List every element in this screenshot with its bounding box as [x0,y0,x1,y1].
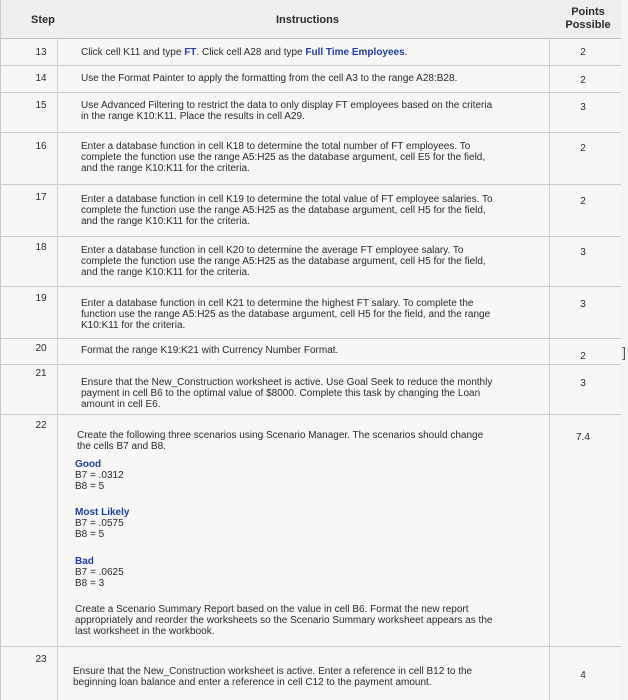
page-edge-mark: ] [622,344,626,360]
text-code: Full Time Employees [305,47,405,58]
instruction-text [81,377,541,410]
scenario-name: Good [75,459,102,470]
text-line: K10:K11 for the criteria. [81,320,186,331]
points-value: 3 [580,299,586,310]
text-line: Create the following three scenarios using Scenario Manager. The scenarios should change [77,430,484,441]
text-line: appropriately and reorder the worksheets so the Scenario Summary worksheet appears as the [75,615,493,626]
text-line: Ensure that the New_Construction worksheet is active. Use Goal Seek to reduce the monthly [81,377,493,388]
scenario-value: B7 = .0312 [75,470,124,481]
scenario-bad [75,556,124,589]
instruction-text [81,245,541,278]
text-line: and the range K10:K11 for the criteria. [81,267,250,278]
scenario-value: B7 = .0575 [75,518,124,529]
points-value: 3 [580,102,586,113]
instruction-text [81,194,541,227]
text-line: Create a Scenario Summary Report based on the value in cell B6. Format the new report [75,604,469,615]
points-value: 7.4 [576,432,590,443]
points-value: 2 [580,351,586,362]
text-line: and the range K10:K11 for the criteria. [81,163,250,174]
table-row [1,414,621,647]
text-line: beginning loan balance and enter a reference in cell C12 to the payment amount. [73,677,432,688]
instruction-text [81,141,541,174]
text-line: and the range K10:K11 for the criteria. [81,216,250,227]
text-line: Enter a database function in cell K21 to determine the highest FT salary. To complete the [81,298,474,309]
table-row [1,38,621,66]
points-value: 2 [580,143,586,154]
instruction-text: Use the Format Painter to apply the formatting from the cell A3 to the range A28:B28. [81,73,458,84]
text-line: the cells B7 and B8. [77,441,166,452]
header-points-line2: Possible [565,19,611,31]
table-row [1,92,621,133]
points-value: 3 [580,378,586,389]
instruction-text [77,430,537,452]
step-number: 19 [35,293,47,304]
step-number: 21 [35,368,47,379]
table-row [1,364,621,415]
header-points-line1: Points [571,6,605,18]
table-row [1,236,621,287]
text-line: complete the function use the range A5:H25 as the database argument, cell H5 for the field, [81,205,486,216]
points-value: 3 [580,247,586,258]
instruction-text: Format the range K19:K21 with Currency Number Format. [81,345,339,356]
text-line: Use Advanced Filtering to restrict the data to only display FT employees based on the criteria [81,100,493,111]
table-row [1,286,621,339]
table-row [1,338,621,365]
step-number: 15 [35,100,47,111]
scenario-value: B8 = 5 [75,529,105,540]
step-number: 13 [35,47,47,58]
text-line: in the range K10:K11. Place the results in cell A29. [81,111,305,122]
text-line: Enter a database function in cell K20 to determine the average FT employee salary. To [81,245,464,256]
table-row [1,184,621,237]
table-header [1,0,621,39]
text-line: payment in cell B6 to the optimal value of $8000. Complete this task by changing the Loan [81,388,481,399]
text-code: FT [184,47,197,58]
step-number: 14 [35,73,47,84]
points-value: 2 [580,47,586,58]
scenario-value: B8 = 5 [75,481,105,492]
instruction-text [73,666,533,688]
scenario-good [75,459,124,492]
step-number: 22 [35,420,47,431]
text-line: Enter a database function in cell K18 to determine the total number of FT employees. To [81,141,471,152]
scenario-value: B7 = .0625 [75,567,124,578]
step-number: 16 [35,141,47,152]
text-line: last worksheet in the workbook. [75,626,215,637]
table-row [1,65,621,93]
header-points [559,6,617,32]
text-line: complete the function use the range A5:H25 as the database argument, cell E5 for the field, [81,152,486,163]
text-line: amount in cell E6. [81,399,161,410]
instruction-text [81,298,541,331]
scenario-name: Bad [75,556,94,567]
text-line: complete the function use the range A5:H25 as the database argument, cell H5 for the field, [81,256,486,267]
points-value: 2 [580,75,586,86]
instruction-text [75,604,535,637]
step-number: 23 [35,654,47,665]
header-instructions: Instructions [276,14,339,26]
scenario-most-likely [75,507,129,540]
header-step: Step [31,14,55,26]
step-number: 20 [35,343,47,354]
scenario-value: B8 = 3 [75,578,105,589]
scenario-name: Most Likely [75,507,130,518]
text-part: Click cell K11 and type [81,47,185,58]
text-part: . Click cell A28 and type [196,47,306,58]
instruction-text [81,47,541,58]
table-row [1,646,621,700]
points-value: 2 [580,196,586,207]
instruction-text [81,100,541,122]
text-part: . [404,47,408,58]
text-line: Ensure that the New_Construction worksheet is active. Enter a reference in cell B12 to the [73,666,473,677]
points-value: 4 [580,670,586,681]
text-line: function use the range A5:H25 as the database argument, cell H5 for the field, and the range [81,309,491,320]
step-number: 18 [35,242,47,253]
text-line: Enter a database function in cell K19 to determine the total value of FT employee salaries. To [81,194,493,205]
table-row [1,132,621,185]
step-number: 17 [35,192,47,203]
